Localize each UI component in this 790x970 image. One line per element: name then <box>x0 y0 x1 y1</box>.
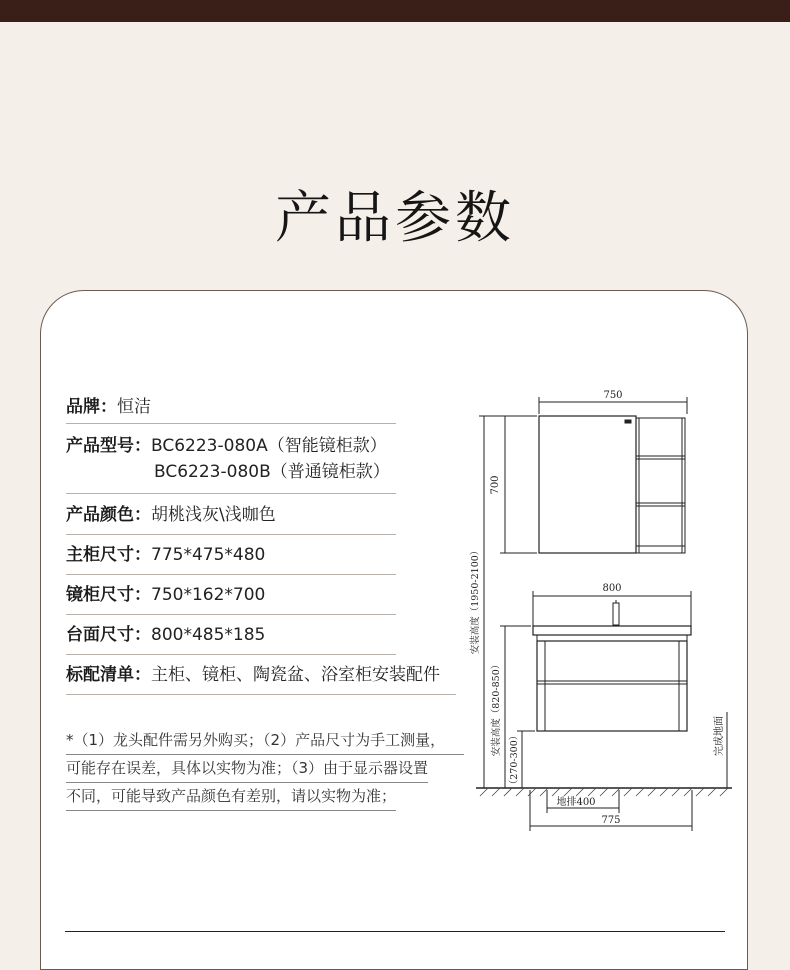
spec-label: 镜柜尺寸： <box>66 585 151 605</box>
spec-standard-list <box>66 662 456 695</box>
dimension-diagram <box>462 384 762 834</box>
label-finished-floor: 完成地面 <box>714 716 725 756</box>
divider <box>65 931 725 932</box>
spec-model <box>66 433 396 494</box>
spec-label: 台面尺寸： <box>66 625 151 645</box>
spec-label: 品牌： <box>66 397 117 417</box>
spec-color <box>66 502 396 535</box>
spec-label: 主柜尺寸： <box>66 545 151 565</box>
spec-value: 恒洁 <box>117 397 151 417</box>
note-line-3: 不同，可能导致产品颜色有差别，请以实物为准； <box>66 783 396 811</box>
spec-value: 800*485*185 <box>151 625 266 645</box>
dim-cabinet-width: 775 <box>601 815 621 826</box>
spec-brand <box>66 394 396 424</box>
top-banner-bar <box>0 0 790 22</box>
spec-value: 775*475*480 <box>151 545 266 565</box>
dim-drain: 地排400 <box>556 797 596 808</box>
dim-install-height-counter: 安装高度（820-850） <box>491 659 502 757</box>
spec-main-cabinet <box>66 542 396 575</box>
spec-value-2: BC6223-080B（普通镜柜款） <box>154 462 390 482</box>
dim-floor-gap: （270-300） <box>509 730 520 790</box>
spec-label: 标配清单： <box>66 665 151 685</box>
spec-value: 胡桃浅灰\浅咖色 <box>151 505 276 525</box>
disclaimer-note <box>66 727 464 811</box>
note-line-1: *（1）龙头配件需另外购买；（2）产品尺寸为手工测量， <box>66 727 464 755</box>
spec-value: 750*162*700 <box>151 585 266 605</box>
dim-counter-width: 800 <box>602 583 622 594</box>
spec-value: BC6223-080A（智能镜柜款） <box>151 436 387 456</box>
note-line-2: 可能存在误差，具体以实物为准；（3）由于显示器设置 <box>66 755 428 783</box>
spec-value: 主柜、镜柜、陶瓷盆、浴室柜安装配件 <box>151 665 440 685</box>
dim-install-height-total: 安装高度（1950-2100） <box>470 545 481 655</box>
spec-countertop <box>66 622 396 655</box>
dim-mirror-height: 700 <box>490 475 501 495</box>
spec-label: 产品颜色： <box>66 505 151 525</box>
dim-mirror-width: 750 <box>603 390 623 401</box>
spec-mirror-cabinet <box>66 582 396 615</box>
spec-label: 产品型号： <box>66 436 151 456</box>
page-title: 产品参数 <box>275 185 515 251</box>
